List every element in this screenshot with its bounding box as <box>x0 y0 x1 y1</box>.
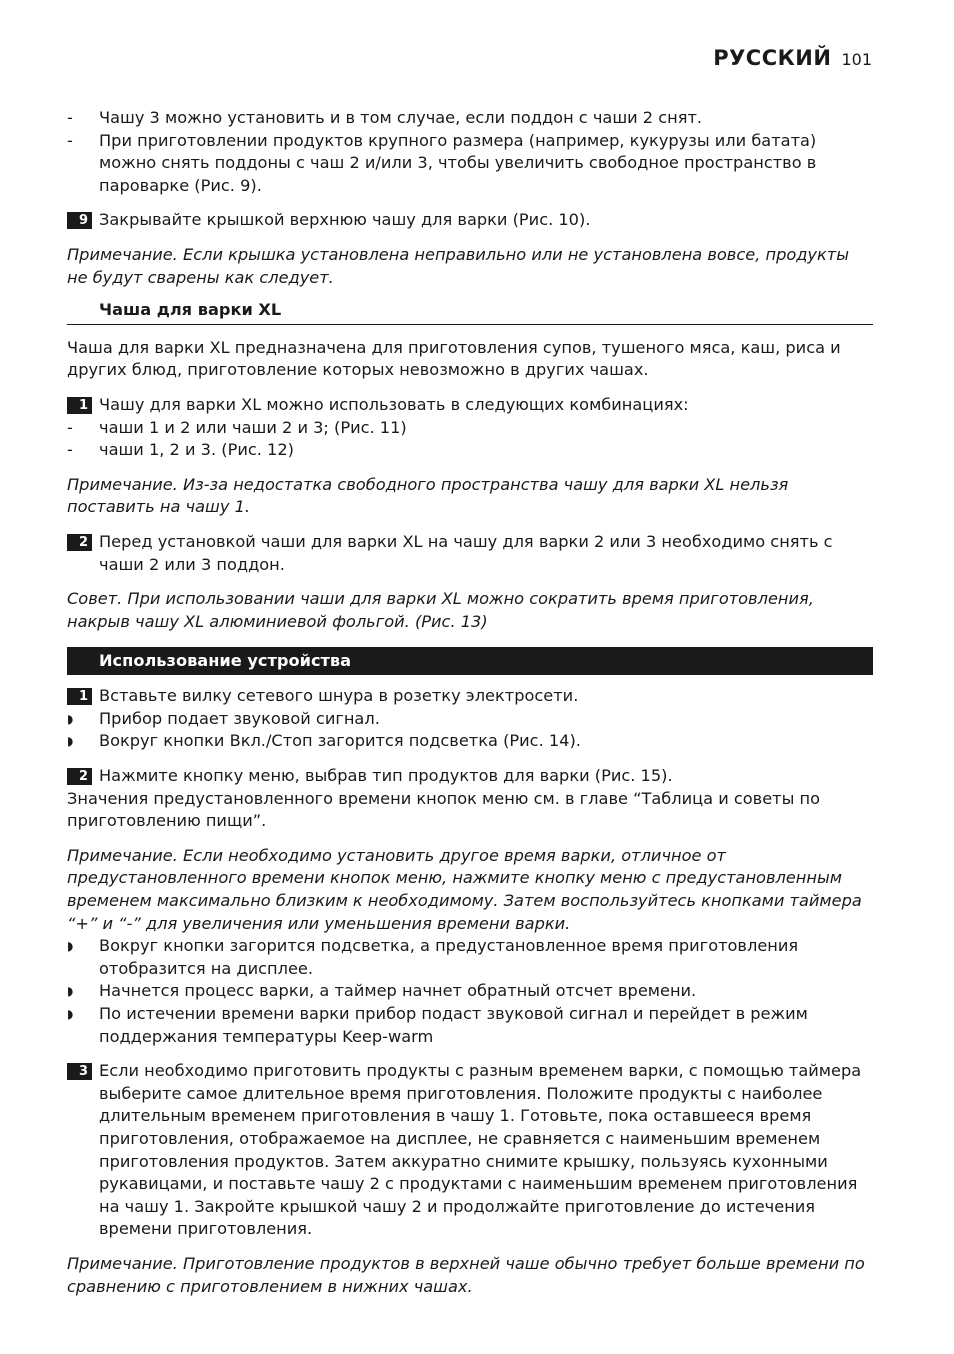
step-1 <box>67 394 873 417</box>
note: Примечание. Если необходимо установить другое время варки, отличное от предустановленного времени кнопок меню, нажмите кнопку меню с предустановленным временем максимально близким к необходимому. Затем воспользуйтесь кнопками таймера “+” и “-” для увеличения или уменьшения времени варки. <box>67 845 862 933</box>
dash-marker: - <box>67 440 73 460</box>
result-text: По истечении времени варки прибор подаст звуковой сигнал и перейдет в режим поддержания температуры Keep-warm <box>99 1004 808 1046</box>
step-text: Нажмите кнопку меню, выбрав тип продуктов для варки (Рис. 15). <box>99 766 673 786</box>
list-item <box>67 107 873 130</box>
list-item-text: чаши 1, 2 и 3. (Рис. 12) <box>99 440 294 460</box>
list-item <box>67 130 873 198</box>
result-text: Начнется процесс варки, а таймер начнет обратный отсчет времени. <box>99 981 697 1001</box>
note: Примечание. Из-за недостатка свободного пространства чашу для варки XL нельзя поставить на чашу 1. <box>67 474 789 517</box>
step-number: 2 <box>67 768 92 785</box>
xl-intro: Чаша для варки XL предназначена для приготовления супов, тушеного мяса, каш, риса и других блюд, приготовление которых невозможно в других чашах. <box>67 337 841 380</box>
language-label: РУССКИЙ <box>713 46 832 70</box>
page-number: 101 <box>841 50 872 69</box>
step-2 <box>67 765 873 788</box>
result-item <box>67 1003 873 1048</box>
list-item-text: Чашу 3 можно установить и в том случае, если поддон с чаши 2 снят. <box>99 108 703 127</box>
list-item <box>67 439 873 462</box>
result-text: Вокруг кнопки Вкл./Стоп загорится подсветка (Рис. 14). <box>99 731 581 751</box>
step-number: 2 <box>67 534 92 551</box>
step-1 <box>67 685 873 708</box>
tip: Совет. При использовании чаши для варки XL можно сократить время приготовления, накрыв чашу XL алюминиевой фольгой. (Рис. 13) <box>67 589 814 631</box>
result-text: Вокруг кнопки загорится подсветка, а предустановленное время приготовления отобразится на дисплее. <box>99 936 799 978</box>
step-number: 3 <box>67 1063 92 1080</box>
result-item <box>67 708 873 731</box>
page-header <box>713 46 872 70</box>
dash-marker: - <box>67 108 73 127</box>
step-3 <box>67 1060 873 1241</box>
step-number: 1 <box>67 397 92 414</box>
dash-marker: - <box>67 130 73 150</box>
result-item <box>67 980 873 1003</box>
note: Примечание. Если крышка установлена неправильно или не установлена вовсе, продукты не будут сварены как следует. <box>67 244 850 287</box>
step-text: Вставьте вилку сетевого шнура в розетку электросети. <box>99 686 579 706</box>
step-text: Если необходимо приготовить продукты с разным временем варки, с помощью таймера выберите самое длительное время приготовления. Положите продукты с наиболее длительным временем приготовления в чашу 1. Готовьте, пока оставшееся время приготовления, отображаемое на дисплее, не сравняется с наименьшим временем приготовления продуктов. Затем аккуратно снимите крышку, пользуясь кухонными рукавицами, и поставьте чашу 2 с продуктами с наименьшим временем приготовления на чашу 1. Закройте крышкой чашу 2 и продолжайте приготовление до истечения времени приготовления. <box>99 1061 862 1239</box>
bullet-marker: ◗ <box>67 734 74 749</box>
note: Примечание. Приготовление продуктов в верхней чаше обычно требует больше времени по сравнению с приготовлением в нижних чашах. <box>67 1253 865 1296</box>
section-title-xl: Чаша для варки XL <box>67 299 873 325</box>
bullet-marker: ◗ <box>67 711 74 726</box>
bullet-marker: ◗ <box>67 939 74 954</box>
paragraph: Значения предустановленного времени кнопок меню см. в главе “Таблица и советы по приготовлению пищи”. <box>67 788 821 831</box>
step-9 <box>67 209 873 232</box>
page-content <box>67 107 873 1298</box>
step-text: Чашу для варки XL можно использовать в следующих комбинациях: <box>99 394 689 414</box>
result-item <box>67 935 873 980</box>
section-title-usage: Использование устройства <box>67 647 873 675</box>
step-text: Закрывайте крышкой верхнюю чашу для варки (Рис. 10). <box>99 210 591 230</box>
list-item-text: При приготовлении продуктов крупного размера (например, кукурузы или батата) можно снять поддоны с чаш 2 и/или 3, чтобы увеличить свободное пространство в пароварке (Рис. 9). <box>99 130 817 195</box>
list-item <box>67 417 873 440</box>
bullet-marker: ◗ <box>67 984 74 999</box>
step-2 <box>67 531 873 576</box>
dash-marker: - <box>67 417 73 437</box>
bullet-marker: ◗ <box>67 1007 74 1021</box>
step-number: 9 <box>67 212 92 229</box>
list-item-text: чаши 1 и 2 или чаши 2 и 3; (Рис. 11) <box>99 417 407 437</box>
step-text: Перед установкой чаши для варки XL на чашу для варки 2 или 3 необходимо снять с чаши 2 или 3 поддон. <box>99 531 833 574</box>
result-text: Прибор подает звуковой сигнал. <box>99 708 380 728</box>
step-number: 1 <box>67 688 92 705</box>
result-item <box>67 730 873 753</box>
